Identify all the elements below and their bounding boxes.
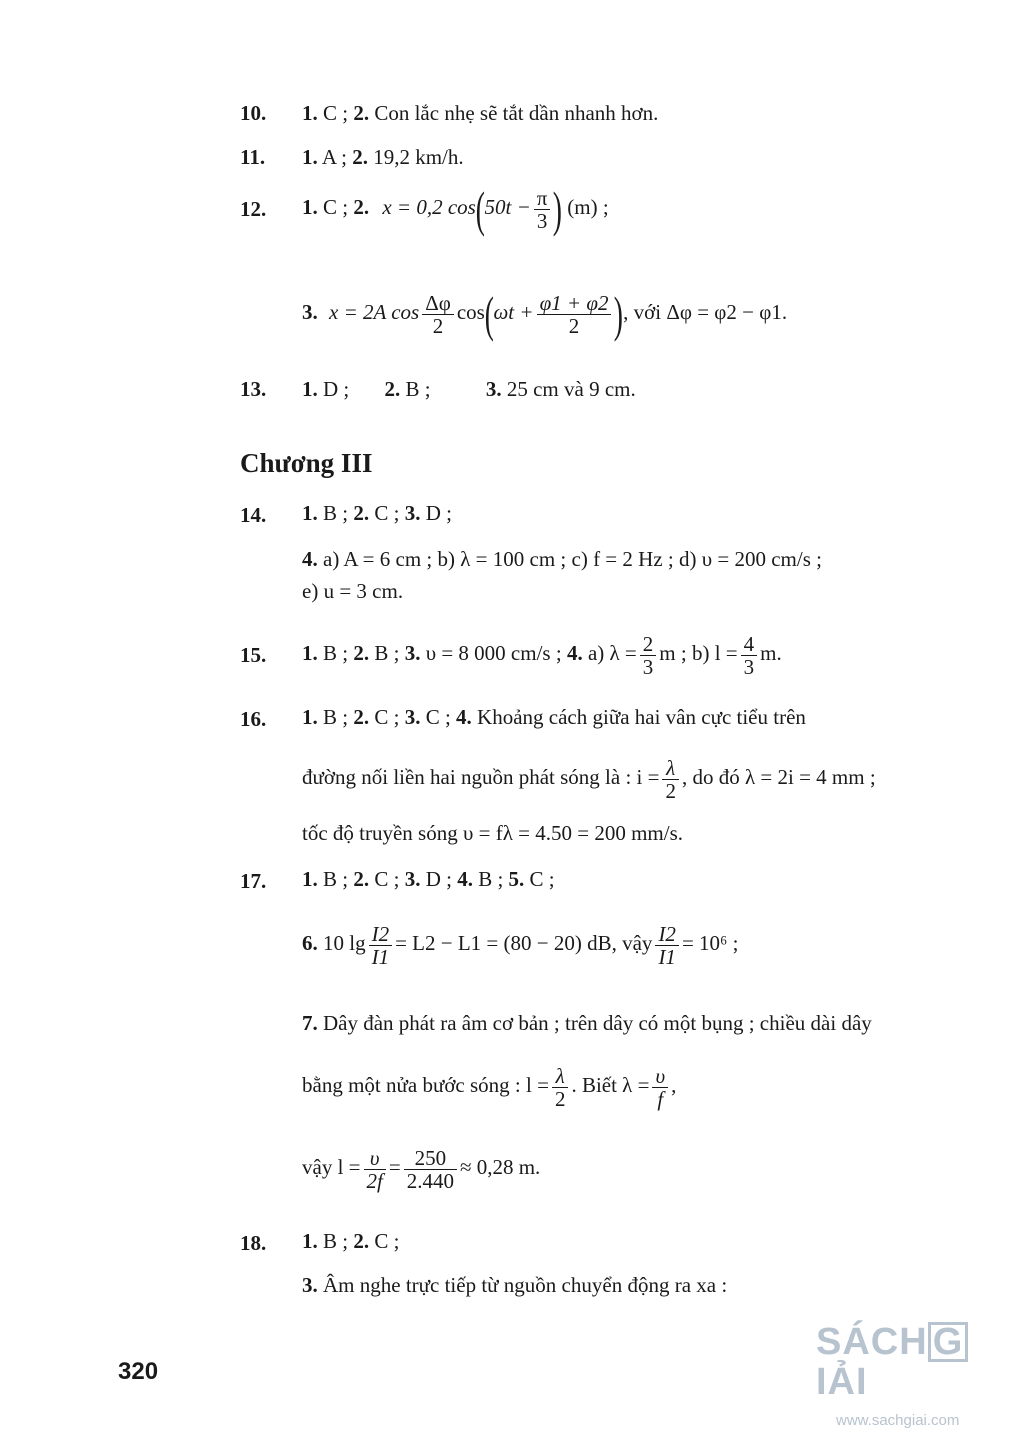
watermark-logo: SÁCH GIẢI <box>816 1322 1016 1402</box>
q10-number: 10. <box>240 101 267 125</box>
q18-answer-3: 3. Âm nghe trực tiếp từ nguồn chuyển động ra xa : <box>302 1273 728 1297</box>
q17-line-8: bằng một nửa bước sóng : l = $\frac{\lambda}{2}$ . Biết λ = $\frac{\upsilon}{f}$ , <box>302 1063 677 1111</box>
q17-answer-6: 6. 10 lg $\frac{I2}{I1}$ = L2 − L1 = (80 − 20) dB, vậy $\frac{I2}{I1}$ = 10⁶ ; <box>302 921 739 969</box>
q13-number: 13. <box>240 377 267 401</box>
q11-number: 11. <box>240 145 266 169</box>
q16-answer-1-4: 1. B ; 2. C ; 3. C ; 4. Khoảng cách giữa hai vân cực tiểu trên <box>302 705 806 729</box>
q14-answer-4e: e) u = 3 cm. <box>302 579 404 603</box>
q17-number: 17. <box>240 869 267 893</box>
q17-answer-1-5: 1. B ; 2. C ; 3. D ; 4. B ; 5. C ; <box>302 867 555 891</box>
q14-number: 14. <box>240 503 267 527</box>
q13-answer: 1. D ; 2. B ; 3. 25 cm và 9 cm. <box>302 377 636 401</box>
q12-number: 12. <box>240 197 267 221</box>
chapter-heading: Chương III <box>240 448 373 478</box>
q12-answer-3: 3. x = 2A cos $\frac{\Delta\varphi}{2}$ cos(ωt + $\frac{\varphi 1 + \varphi 2}{2}$ ), với Δφ = φ2 − φ1. <box>302 286 788 343</box>
page-number: 320 <box>118 1358 159 1385</box>
q16-line-3: tốc độ truyền sóng υ = fλ = 4.50 = 200 mm/s. <box>302 821 684 845</box>
q10-answer: 1. C ; 2. Con lắc nhẹ sẽ tắt dần nhanh hơn. <box>302 101 659 125</box>
q14-answer-1-3: 1. B ; 2. C ; 3. D ; <box>302 501 452 525</box>
q18-number: 18. <box>240 1231 267 1255</box>
q15-number: 15. <box>240 643 267 667</box>
watermark-url: www.sachgiai.com <box>836 1412 960 1429</box>
watermark <box>816 1322 1016 1429</box>
q14-answer-4: 4. a) A = 6 cm ; b) λ = 100 cm ; c) f = 2 Hz ; d) υ = 200 cm/s ; <box>302 547 822 571</box>
q16-number: 16. <box>240 707 267 731</box>
q15-answer: 1. B ; 2. B ; 3. υ = 8 000 cm/s ; 4. a) λ = $\frac{2}{3}$ m ; b) l = $\frac{4}{3}$ m. <box>302 631 782 679</box>
q12-answer-1-2: 1. C ; 2. x = 0,2 cos(50t − $\frac{\pi}{3}$ ) (m) ; <box>302 181 609 238</box>
q17-line-9: vậy l = $\frac{\upsilon}{2f}$ = $\frac{250}{2.440}$ ≈ 0,28 m. <box>302 1145 541 1193</box>
q17-answer-7: 7. Dây đàn phát ra âm cơ bản ; trên dây có một bụng ; chiều dài dây <box>302 1011 872 1035</box>
q11-answer: 1. A ; 2. 19,2 km/h. <box>302 145 464 169</box>
q16-line-2: đường nối liền hai nguồn phát sóng là : i = $\frac{\lambda}{2}$ , do đó λ = 2i = 4 mm ; <box>302 755 876 803</box>
q18-answer-1-2: 1. B ; 2. C ; <box>302 1229 400 1253</box>
